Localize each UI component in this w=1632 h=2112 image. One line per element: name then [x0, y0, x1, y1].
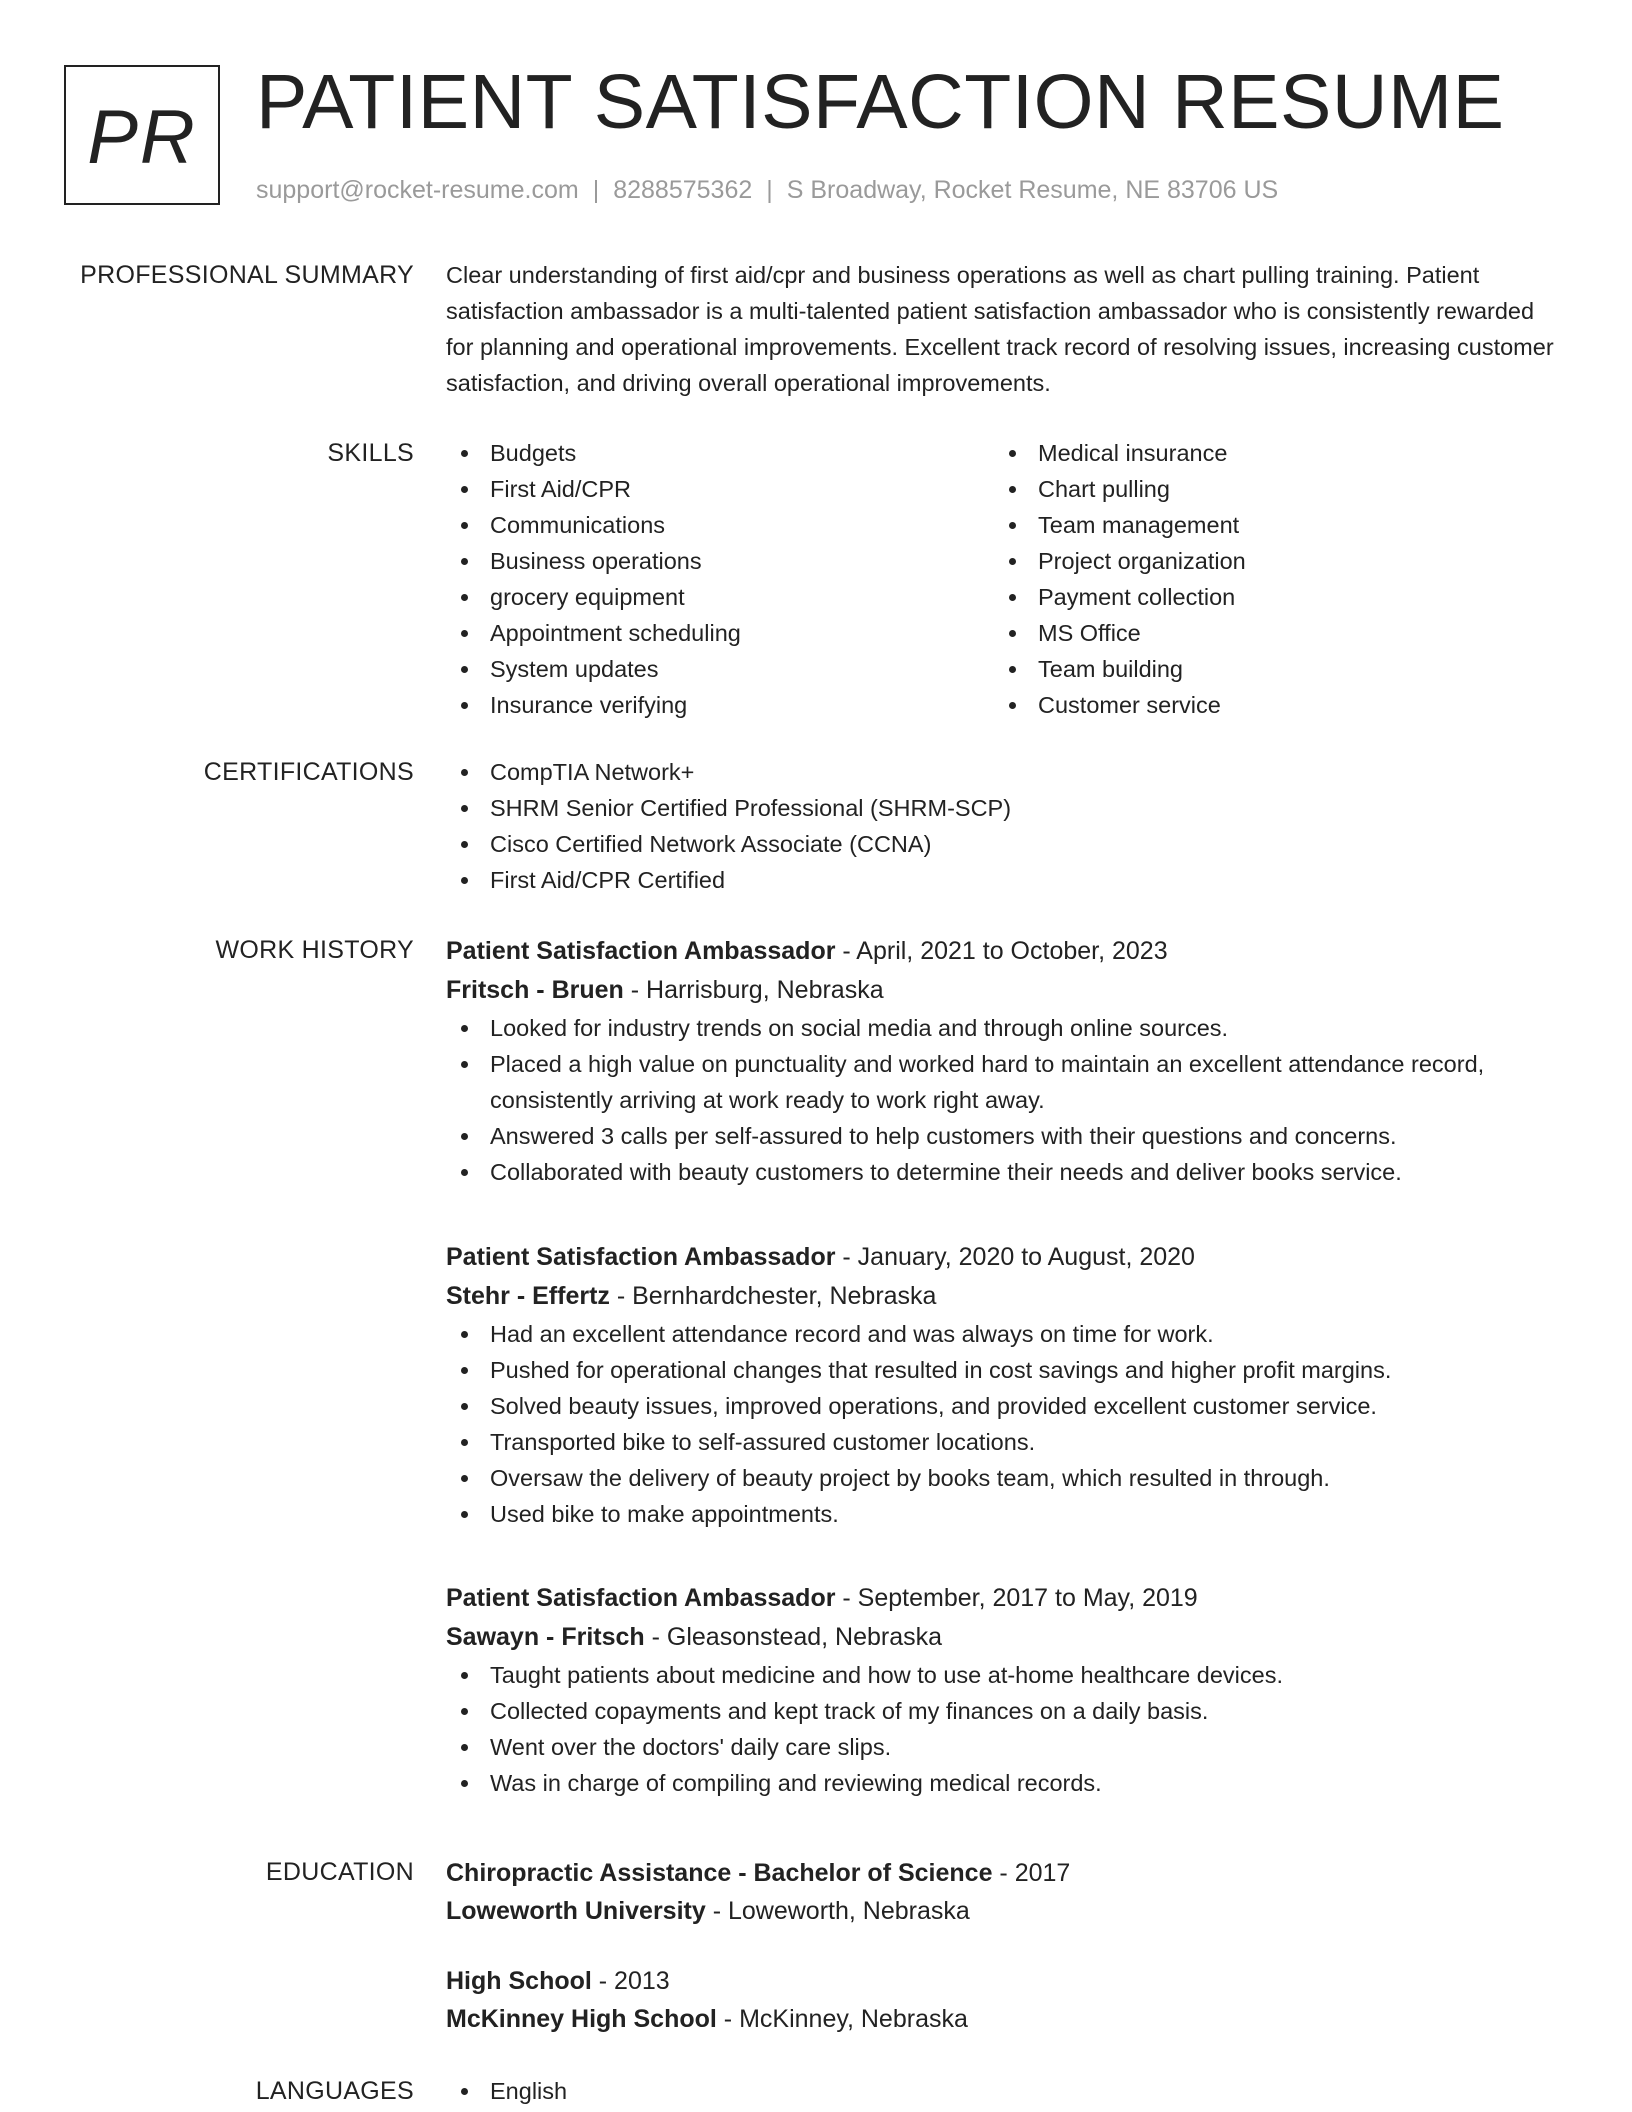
job-bullets — [446, 1316, 1556, 1532]
skills-list-right — [994, 435, 1542, 723]
job-dates: - September, 2017 to May, 2019 — [835, 1584, 1198, 1612]
job-bullet: Taught patients about medicine and how to use at-home healthcare devices. — [446, 1657, 1556, 1693]
section-label-certifications: CERTIFICATIONS — [203, 758, 414, 786]
education-location: - McKinney, Nebraska — [716, 2005, 968, 2033]
language-item: English — [446, 2073, 1556, 2109]
job-bullets — [446, 1657, 1556, 1801]
skill-item: Team management — [994, 507, 1542, 543]
education-degree-line — [446, 1962, 1556, 2000]
education-location: - Loweworth, Nebraska — [705, 1897, 970, 1925]
languages-body — [446, 2073, 1556, 2109]
job-location: - Gleasonstead, Nebraska — [644, 1623, 943, 1651]
work-history-body — [446, 932, 1556, 1796]
job-title-line — [446, 1238, 1556, 1277]
job-dates: - January, 2020 to August, 2020 — [835, 1243, 1195, 1271]
section-label-work-history: WORK HISTORY — [215, 936, 414, 964]
skill-item: Project organization — [994, 543, 1542, 579]
skill-item: Communications — [446, 507, 994, 543]
skill-item: Insurance verifying — [446, 687, 994, 723]
skill-item: System updates — [446, 651, 994, 687]
contact-email: support@rocket-resume.com — [256, 176, 579, 204]
skill-item: MS Office — [994, 615, 1542, 651]
skill-item: Budgets — [446, 435, 994, 471]
education-degree: Chiropractic Assistance - Bachelor of Science — [446, 1859, 993, 1887]
skill-item: grocery equipment — [446, 579, 994, 615]
job-location: - Harrisburg, Nebraska — [623, 976, 884, 1004]
education-school: McKinney High School — [446, 2005, 717, 2033]
job-bullet: Collaborated with beauty customers to determine their needs and deliver books service. — [446, 1154, 1556, 1190]
job-company-line — [446, 1277, 1556, 1316]
job-title: Patient Satisfaction Ambassador — [446, 937, 836, 965]
job-location: - Bernhardchester, Nebraska — [609, 1282, 937, 1310]
job-title-line — [446, 932, 1556, 971]
certification-item: SHRM Senior Certified Professional (SHRM-SCP) — [446, 790, 1556, 826]
skills-body — [446, 435, 1556, 723]
contact-phone: 8288575362 — [613, 176, 753, 204]
skill-item: Medical insurance — [994, 435, 1542, 471]
skills-list-left — [446, 435, 994, 723]
job-bullet: Solved beauty issues, improved operations, and provided excellent customer service. — [446, 1388, 1556, 1424]
job-bullet: Oversaw the delivery of beauty project by books team, which resulted in through. — [446, 1460, 1556, 1496]
resume-title: PATIENT SATISFACTION RESUME — [256, 59, 1505, 145]
education-school: Loweworth University — [446, 1897, 706, 1925]
certification-item: First Aid/CPR Certified — [446, 862, 1556, 898]
certifications-body — [446, 754, 1556, 898]
job-company-line — [446, 1618, 1556, 1657]
job-bullet: Transported bike to self-assured customer locations. — [446, 1424, 1556, 1460]
education-year: - 2017 — [992, 1859, 1071, 1887]
contact-address: S Broadway, Rocket Resume, NE 83706 US — [786, 176, 1279, 204]
skill-item: Chart pulling — [994, 471, 1542, 507]
job-bullet: Was in charge of compiling and reviewing medical records. — [446, 1765, 1556, 1801]
skill-item: Payment collection — [994, 579, 1542, 615]
job-entry — [446, 1579, 1556, 1801]
job-bullet: Collected copayments and kept track of my finances on a daily basis. — [446, 1693, 1556, 1729]
skill-item: Business operations — [446, 543, 994, 579]
job-bullet: Looked for industry trends on social media and through online sources. — [446, 1010, 1556, 1046]
section-label-education: EDUCATION — [265, 1858, 414, 1886]
certifications-list — [446, 754, 1556, 898]
section-label-skills: SKILLS — [327, 439, 414, 467]
job-bullet: Went over the doctors' daily care slips. — [446, 1729, 1556, 1765]
summary-body — [446, 257, 1556, 401]
section-label-languages: LANGUAGES — [255, 2077, 414, 2105]
education-entry — [446, 1962, 1556, 2038]
contact-separator: | — [592, 176, 600, 204]
education-degree-line — [446, 1854, 1556, 1892]
job-company: Stehr - Effertz — [446, 1282, 610, 1310]
skill-item: Appointment scheduling — [446, 615, 994, 651]
education-body — [446, 1854, 1556, 2033]
skill-item: Team building — [994, 651, 1542, 687]
monogram-logo — [64, 65, 220, 205]
job-bullet: Placed a high value on punctuality and worked hard to maintain an excellent attendance record, consistently arriving at work ready to work right away. — [446, 1046, 1556, 1118]
education-school-line — [446, 1892, 1556, 1930]
job-entry — [446, 1238, 1556, 1532]
languages-list — [446, 2073, 1556, 2109]
section-label-summary: PROFESSIONAL SUMMARY — [80, 261, 414, 289]
certification-item: Cisco Certified Network Associate (CCNA) — [446, 826, 1556, 862]
job-title: Patient Satisfaction Ambassador — [446, 1584, 836, 1612]
monogram-initials: PR — [87, 94, 197, 180]
job-entry — [446, 932, 1556, 1190]
job-bullet: Had an excellent attendance record and was always on time for work. — [446, 1316, 1556, 1352]
contact-separator: | — [766, 176, 773, 204]
job-dates: - April, 2021 to October, 2023 — [835, 937, 1168, 965]
job-bullet: Answered 3 calls per self-assured to help customers with their questions and concerns. — [446, 1118, 1556, 1154]
job-bullets — [446, 1010, 1556, 1190]
job-company-line — [446, 971, 1556, 1010]
job-title: Patient Satisfaction Ambassador — [446, 1243, 836, 1271]
education-year: - 2013 — [591, 1967, 670, 1995]
skill-item: Customer service — [994, 687, 1542, 723]
education-school-line — [446, 2000, 1556, 2038]
job-title-line — [446, 1579, 1556, 1618]
job-bullet: Used bike to make appointments. — [446, 1496, 1556, 1532]
education-degree: High School — [446, 1967, 592, 1995]
job-company: Sawayn - Fritsch — [446, 1623, 645, 1651]
job-company: Fritsch - Bruen — [446, 976, 624, 1004]
job-bullet: Pushed for operational changes that resulted in cost savings and higher profit margins. — [446, 1352, 1556, 1388]
education-entry — [446, 1854, 1556, 1930]
certification-item: CompTIA Network+ — [446, 754, 1556, 790]
skill-item: First Aid/CPR — [446, 471, 994, 507]
contact-line — [256, 174, 1278, 206]
summary-text: Clear understanding of first aid/cpr and business operations as well as chart pulling training. Patient satisfaction ambassador is a multi-talented patient satisfaction ambassador who is consistently rewarded for planning and operational improvements. Excellent track record of resolving issues, increasing customer satisfaction, and driving overall operational improvements. — [446, 262, 1554, 396]
